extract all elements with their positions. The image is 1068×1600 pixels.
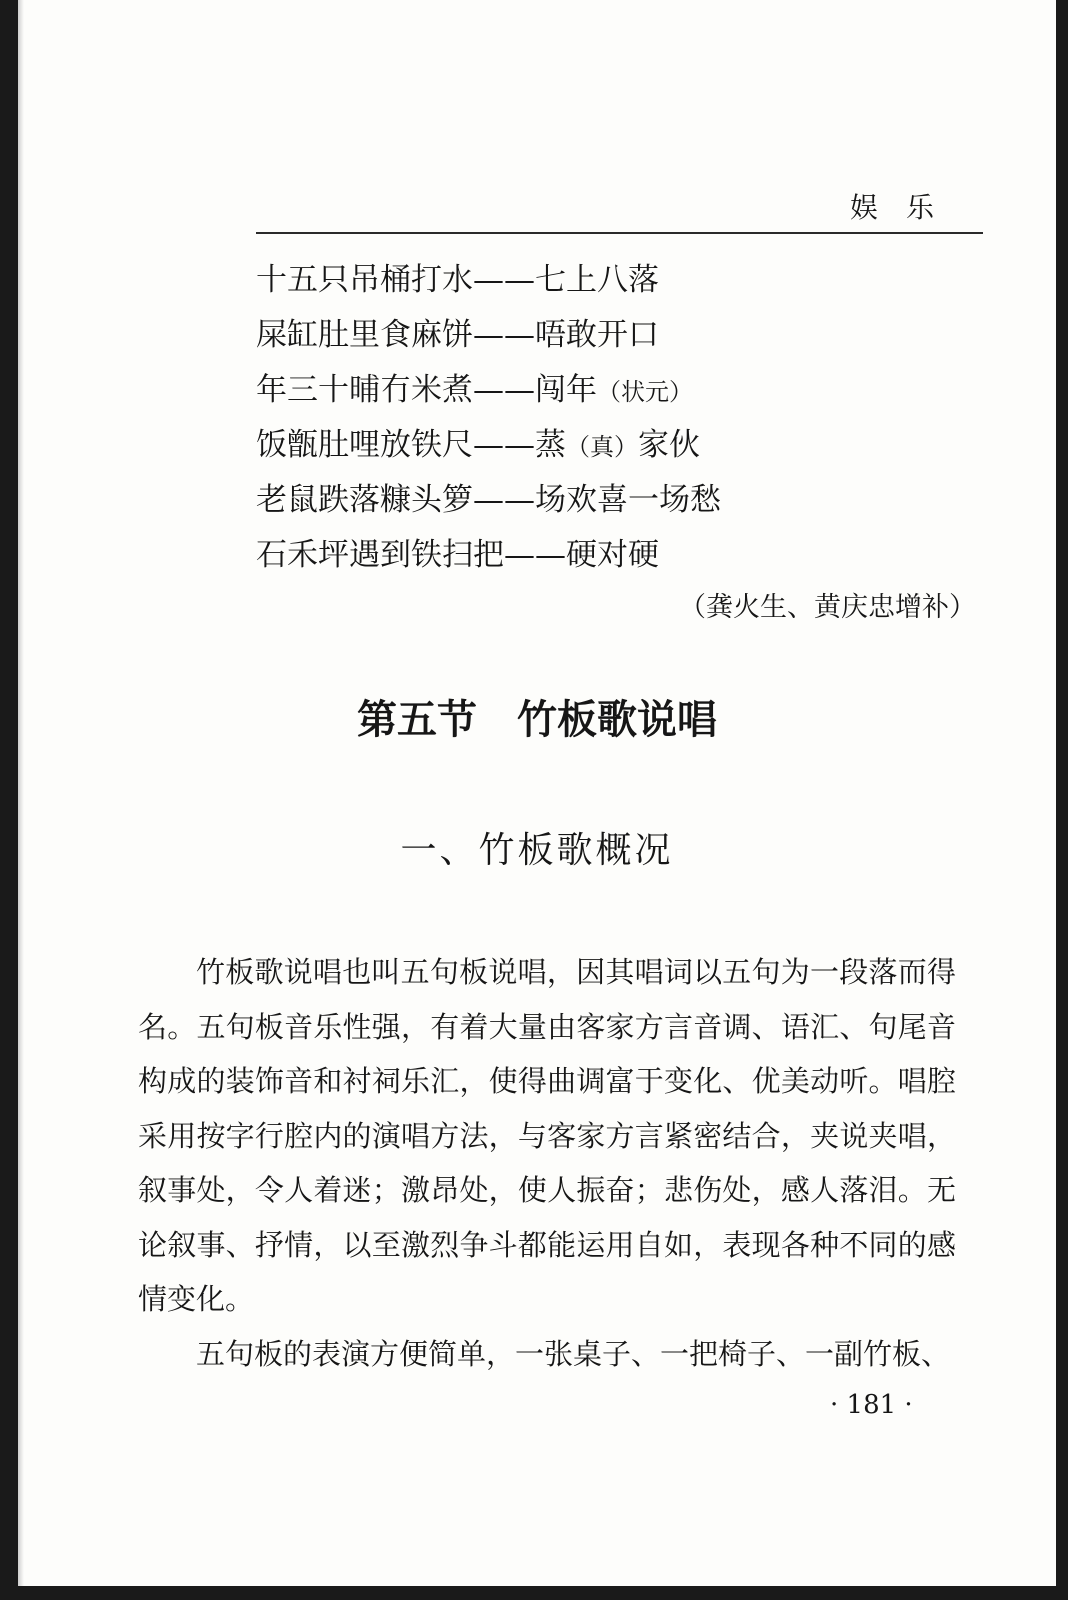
list-item bbox=[256, 365, 721, 420]
page-edge-shadow bbox=[18, 0, 24, 1586]
paragraph: 五句板的表演方便简单，一张桌子、一把椅子、一副竹板、 bbox=[196, 1336, 951, 1371]
dash: —— bbox=[473, 482, 535, 518]
dash: —— bbox=[473, 262, 535, 298]
answer-text: 唔敢开口 bbox=[535, 317, 659, 353]
subsection-title: 一、竹板歌概况 bbox=[400, 830, 674, 871]
section-title: 第五节 竹板歌说唱 bbox=[357, 696, 717, 743]
answer-text: 蒸 bbox=[535, 427, 566, 463]
answer-note: （状元） bbox=[597, 378, 693, 406]
list-item bbox=[256, 310, 721, 365]
paragraph: 竹板歌说唱也叫五句板说唱，因其唱词以五句为一段落而得名。五句板音乐性强，有着大量由客家方言音调、语汇、句尾音构成的装饰音和衬祠乐汇，使得曲调富于变化、优美动听。唱腔采用按字行腔内的演唱方法，与客家方言紧密结合，夹说夹唱，叙事处，令人着迷；激昂处，使人振奋；悲伤处，感人落泪。无论叙事、抒情，以至激烈争斗都能运用自如，表现各种不同的感情变化。 bbox=[138, 955, 956, 1316]
riddle-text: 屎缸肚里食麻饼 bbox=[256, 317, 473, 353]
answer-text: 闯年 bbox=[535, 372, 597, 408]
xiehouyu-list bbox=[256, 255, 721, 585]
running-header-title: 娱乐 bbox=[850, 191, 963, 224]
list-item bbox=[256, 420, 721, 475]
dash: —— bbox=[473, 427, 535, 463]
header-rule bbox=[256, 232, 983, 234]
answer-tail: 家伙 bbox=[638, 427, 700, 463]
book-page bbox=[18, 0, 1056, 1586]
answer-text: 硬对硬 bbox=[566, 537, 659, 573]
riddle-text: 老鼠跌落糠头箩 bbox=[256, 482, 473, 518]
attribution-credit: （龚火生、黄庆忠增补） bbox=[679, 592, 976, 623]
body-text bbox=[138, 945, 956, 1381]
list-item bbox=[256, 255, 721, 310]
dash: —— bbox=[504, 537, 566, 573]
dash: —— bbox=[473, 372, 535, 408]
answer-text: 场欢喜一场愁 bbox=[535, 482, 721, 518]
page-number: · 181 · bbox=[830, 1390, 913, 1420]
riddle-text: 年三十晡冇米煮 bbox=[256, 372, 473, 408]
list-item bbox=[256, 475, 721, 530]
riddle-text: 十五只吊桶打水 bbox=[256, 262, 473, 298]
answer-text: 七上八落 bbox=[535, 262, 659, 298]
riddle-text: 饭甑肚哩放铁尺 bbox=[256, 427, 473, 463]
answer-note: （真） bbox=[566, 433, 638, 461]
riddle-text: 石禾坪遇到铁扫把 bbox=[256, 537, 504, 573]
list-item bbox=[256, 530, 721, 585]
dash: —— bbox=[473, 317, 535, 353]
